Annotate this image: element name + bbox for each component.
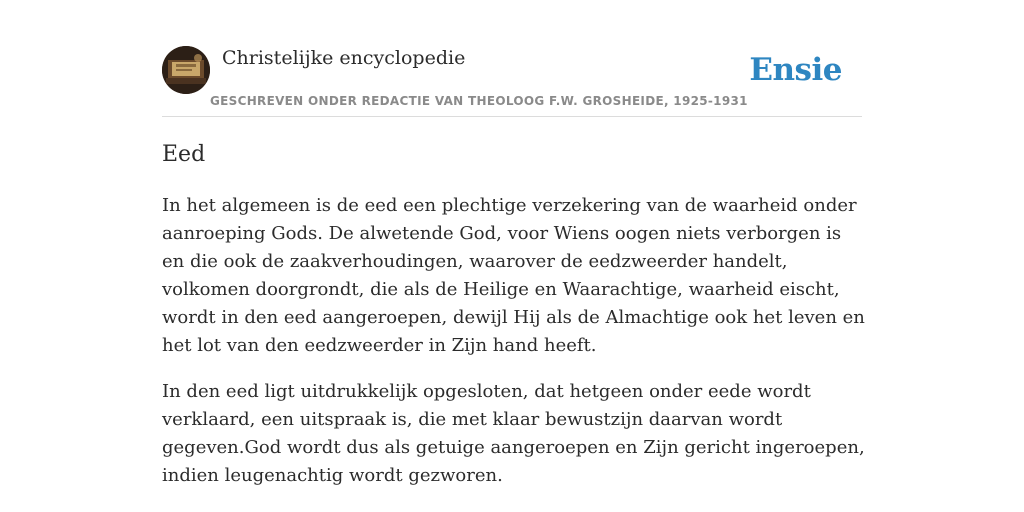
ensie-logo-link[interactable]: Ensie — [749, 52, 842, 88]
site-header — [162, 46, 862, 117]
encyclopedia-subtitle: GESCHREVEN ONDER REDACTIE VAN THEOLOOG F.W. GROSHEIDE, 1925-1931 — [210, 94, 748, 108]
encyclopedia-name[interactable]: Christelijke encyclopedie — [222, 47, 466, 69]
article-title: Eed — [162, 142, 206, 167]
article-body — [162, 192, 867, 508]
encyclopedia-logo-avatar[interactable] — [162, 46, 210, 94]
article-paragraph: In het algemeen is de eed een plechtige verzekering van de waarheid onder aanroeping Gods. De alwetende God, voor Wiens oogen niets verborgen is en die ook de zaakverhoudingen, waarover de eedzweerder handelt, volkomen doorgrondt, die als de Heilige en Waarachtige, waarheid eischt, wordt in den eed aangeroepen, dewijl Hij als de Almachtige ook het leven en het lot van den eedzweerder in Zijn hand heeft. — [162, 195, 865, 356]
book-image-icon — [162, 46, 210, 94]
article-paragraph: In den eed ligt uitdrukkelijk opgesloten, dat hetgeen onder eede wordt verklaard, een uitspraak is, die met klaar bewustzijn daarvan wordt gegeven.God wordt dus als getuige aangeroepen en Zijn gericht ingeroepen, indien leugenachtig wordt gezworen. — [162, 381, 865, 486]
